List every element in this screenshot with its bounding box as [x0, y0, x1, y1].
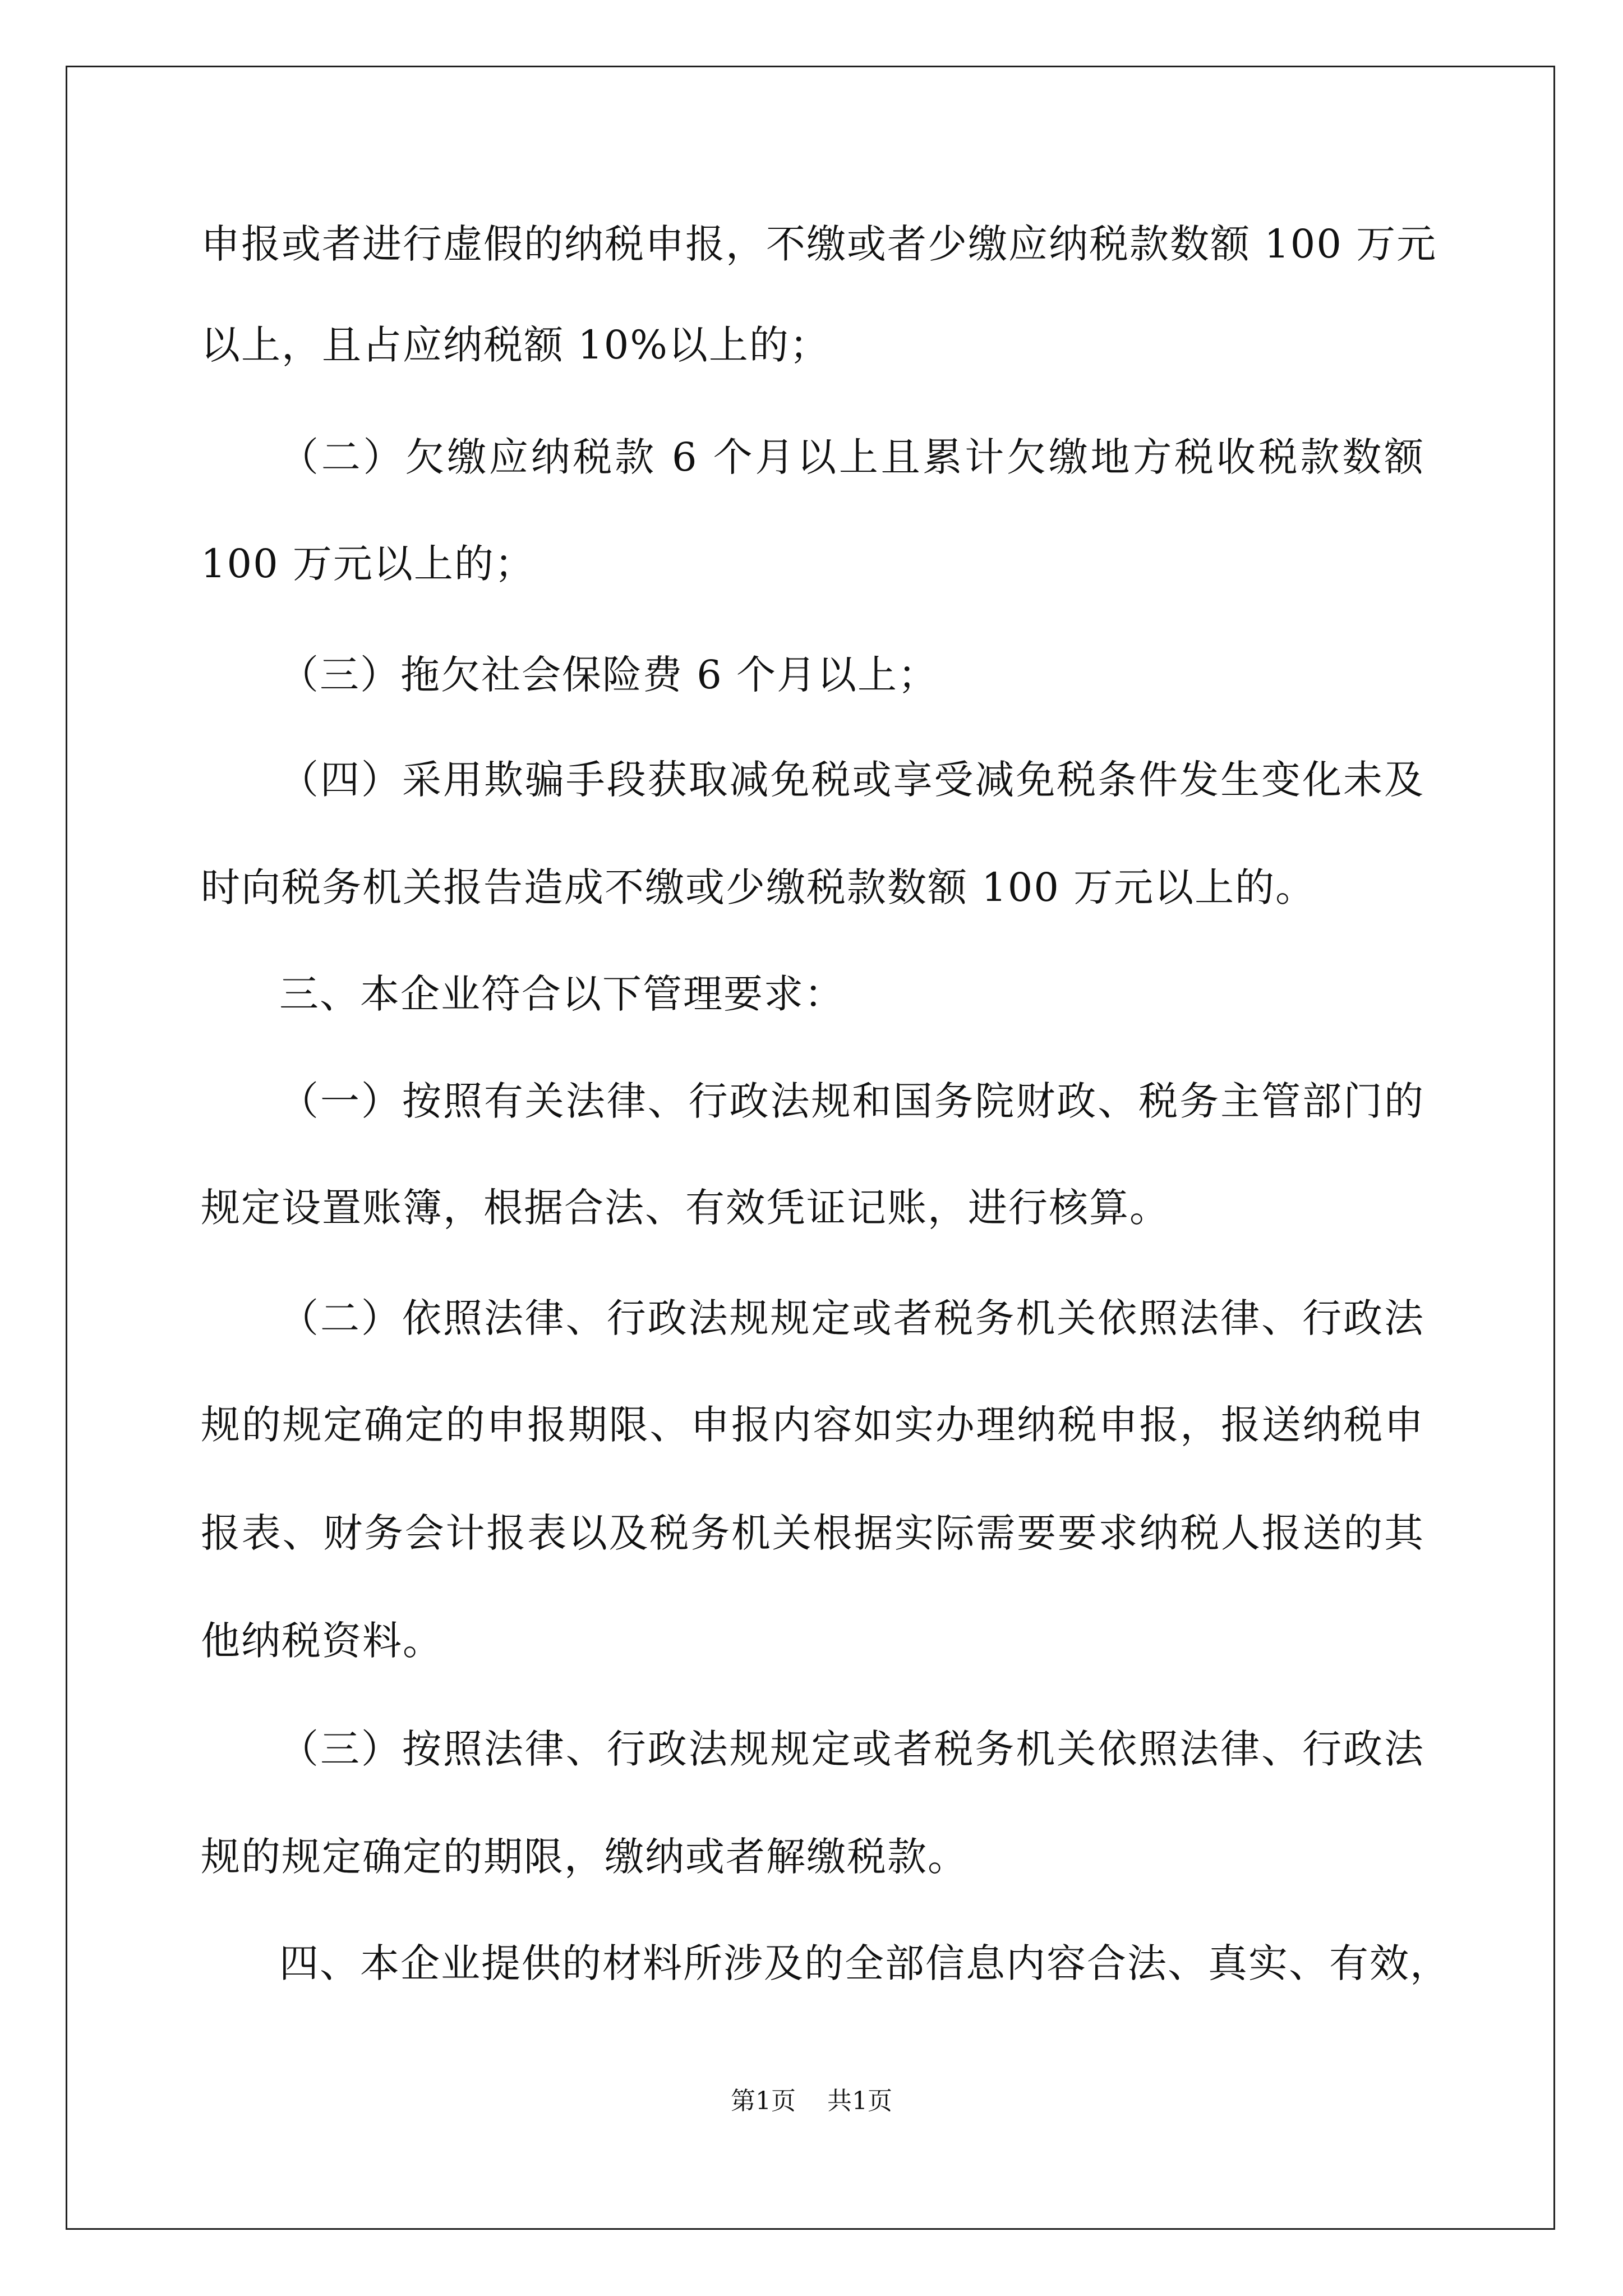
text-line: 时向税务机关报告造成不缴或少缴税款数额 100 万元以上的。 [201, 864, 1316, 910]
text-line: （二）欠缴应纳税款 6 个月以上且累计欠缴地方税收税款数额 [279, 434, 1424, 480]
text-line: 100 万元以上的； [201, 541, 535, 587]
text-line: （三）按照法律、行政法规规定或者税务机关依照法律、行政法 [279, 1726, 1424, 1772]
page-number: 第1页 [731, 2087, 796, 2115]
text-line: （四）采用欺骗手段获取减免税或享受减免税条件发生变化未及 [279, 757, 1424, 803]
text-line: 规的规定确定的期限，缴纳或者解缴税款。 [201, 1834, 968, 1880]
text-line: 申报或者进行虚假的纳税申报，不缴或者少缴应纳税款数额 100 万元 [201, 221, 1437, 267]
page-border [66, 66, 1555, 2230]
section-heading: 四、本企业提供的材料所涉及的全部信息内容合法、真实、有效， [279, 1940, 1450, 1986]
section-heading: 三、本企业符合以下管理要求： [279, 971, 845, 1017]
text-line: （三）拖欠社会保险费 6 个月以上； [279, 652, 939, 698]
text-line: （二）依照法律、行政法规规定或者税务机关依照法律、行政法 [279, 1295, 1424, 1341]
text-line: 以上，且占应纳税额 10%以上的； [201, 322, 830, 368]
text-line: （一）按照有关法律、行政法规和国务院财政、税务主管部门的 [279, 1078, 1424, 1124]
page-footer [0, 2086, 1623, 2117]
text-line: 规定设置账簿，根据合法、有效凭证记账，进行核算。 [201, 1185, 1170, 1231]
text-line: 规的规定确定的申报期限、申报内容如实办理纳税申报，报送纳税申 [201, 1402, 1424, 1448]
text-line: 报表、财务会计报表以及税务机关根据实际需要要求纳税人报送的其 [201, 1510, 1424, 1556]
text-line: 他纳税资料。 [201, 1618, 443, 1664]
page-total: 共1页 [827, 2087, 892, 2115]
